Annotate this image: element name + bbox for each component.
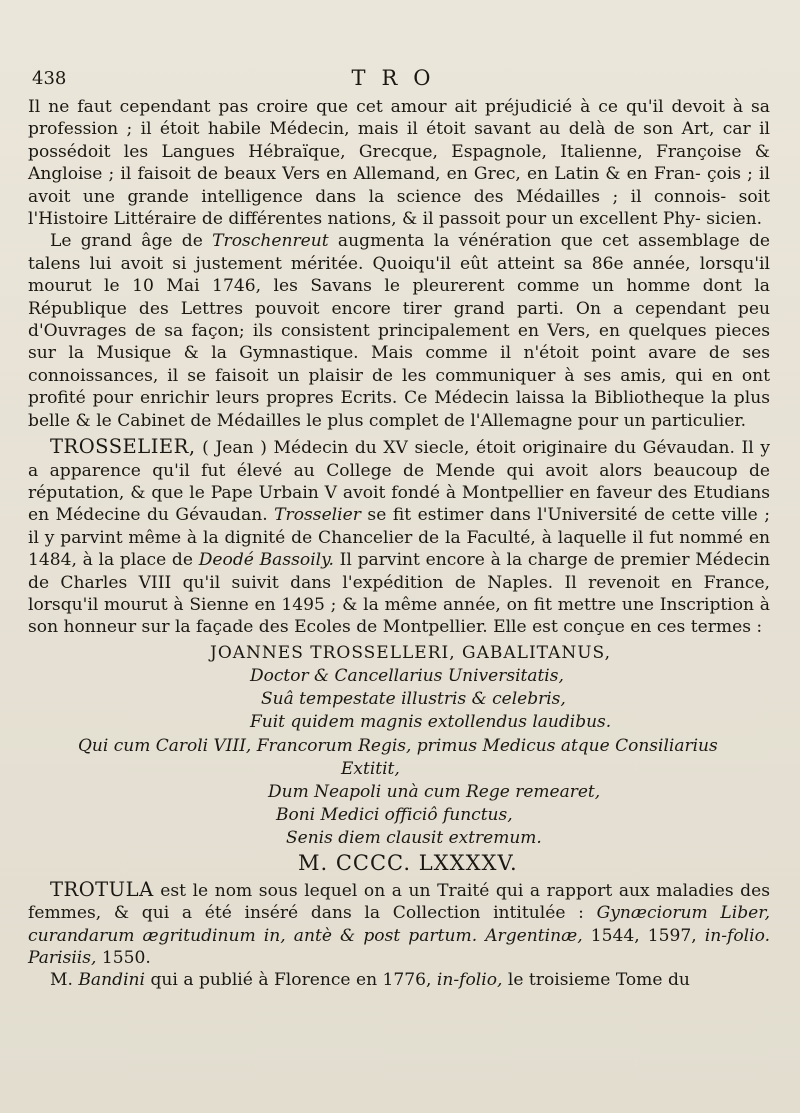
inscription-line: Boni Medici officiô functus, [276, 805, 513, 826]
entry-trotula: TROTULA est le nom sous lequel on a un Traité qui a rapport aux maladies des femmes, & qui a été inséré dans la Collection intitulée : Gynæciorum Liber, curandarum ægritudinum in, antè & post partum. Argentinæ, 1544, 1597, in-folio. Parisiis, 1550. [28, 877, 771, 968]
running-head [28, 62, 770, 92]
paragraph-bandini: M. Bandini qui a publié à Florence en 1776, in-folio, le troisieme Tome du [50, 970, 690, 991]
inscription-line: Extitit, [341, 758, 400, 779]
inscription-name-line: JOANNES TROSSELLERI, GABALITANUS, [210, 642, 611, 663]
inscription-line: Dum Neapoli unà cum Rege remearet, [268, 781, 601, 802]
entry-trosselier: TROSSELIER, ( Jean ) Médecin du XV siecle, étoit originaire du Gévaudan. Il y a apparence qu'il fut élevé au College de Mende qui avoit alors beaucoup de réputation, & que le Pape Urbain V avoit fondé à Montpellier en faveur des Etudians en Médecine du Gévaudan. Trosselier se fit estimer dans l'Université de cette ville ; il y parvint même à la dignité de Chancelier de la Faculté, à laquelle il fut nommé en 1484, à la place de Deodé Bassoily. Il parvint encore à la charge de premier Médecin de Charles VIII qu'il suivit dans l'expédition de Naples. Il revenoit en France, lorsqu'il mourut à Sienne en 1495 ; & la même année, on fit mettre une Inscription à son honneur sur la façade des Ecoles de Montpellier. Elle est conçue en ces termes : [28, 435, 771, 638]
latin-inscription [28, 642, 770, 875]
person-name: Troschenreut [212, 231, 329, 252]
person-name: Trosselier [274, 505, 361, 526]
book-title: Gynæciorum Liber, curandarum ægritudinum in, antè & post partum. Argentinæ, [28, 903, 771, 946]
inscription-line: Qui cum Caroli VIII, Francorum Regis, primus Medicus atque Consiliarius [78, 735, 718, 756]
inscription-line: Doctor & Cancellarius Universitatis, [250, 665, 564, 686]
page-number: 438 [32, 68, 67, 89]
person-name: Bandini [78, 970, 146, 991]
inscription-line: Fuit quidem magnis extollendus laudibus. [250, 712, 612, 733]
inscription-date: M. CCCC. LXXXXV. [298, 850, 518, 875]
running-title: TRO [351, 66, 447, 90]
paragraph-troschenreut-death: Le grand âge de Troschenreut augmenta la vénération que cet assemblage de talens lui avoit si justement méritée. Quoiqu'il eût atteint sa 86e année, lorsqu'il mourut le 10 Mai 1746, les Savans le pleurerent comme un homme dont la République des Lettres pouvoit encore tirer grand parti. On a cependant peu d'Ouvrages de sa façon; ils consistent principalement en Vers, en quelques pieces sur la Musique & la Gymnastique. Mais comme il n'étoit point avare de ses connoissances, il se faisoit un plaisir de les communiquer à ses amis, qui en ont profité pour enrichir leurs propres Ecrits. Ce Médecin laissa la Bibliotheque la plus belle & le Cabinet de Médailles le plus complet de l'Allemagne pour un particulier. [28, 231, 771, 431]
person-name: Deodé Bassoily. [198, 550, 334, 571]
entry-headword: TROSSELIER, [50, 435, 196, 459]
paragraph-troschenreut-learning: Il ne faut cependant pas croire que cet amour ait préjudicié à ce qu'il devoit à sa profession ; il étoit habile Médecin, mais il étoit savant au delà de son Art, car il possédoit les Langues Hébraïque, Grecque, Espagnole, Italienne, Françoise & Angloise ; il faisoit de beaux Vers en Allemand, en Grec, en Latin & en Fran- çois ; il avoit une grande intelligence dans la science des Médailles ; il connois- soit l'Histoire Littéraire de différentes nations, & il passoit pour un excellent Phy- sicien. [28, 97, 770, 230]
inscription-line: Senis diem clausit extremum. [286, 828, 542, 849]
entry-headword: TROTULA [50, 877, 154, 901]
inscription-line: Suâ tempestate illustris & celebris, [261, 689, 566, 710]
